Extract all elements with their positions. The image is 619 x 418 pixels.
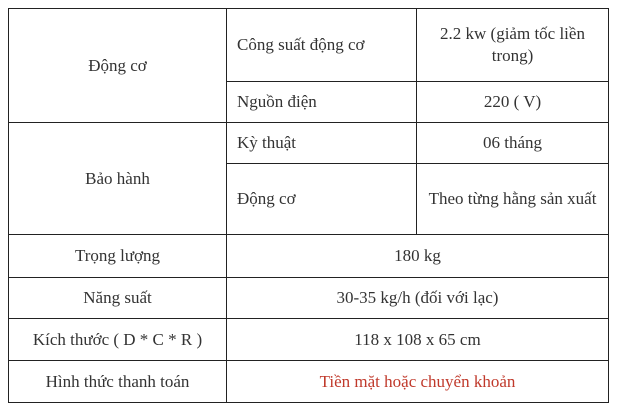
spec-label-ky-thuat: Kỳ thuật xyxy=(227,123,417,164)
group-label-dong-co: Động cơ xyxy=(9,9,227,123)
spec-label-kich-thuoc: Kích thước ( D * C * R ) xyxy=(9,319,227,361)
spec-label-nang-suat: Năng suất xyxy=(9,278,227,319)
spec-value-nguon-dien: 220 ( V) xyxy=(417,82,609,123)
spec-table xyxy=(8,8,609,403)
spec-value-cong-suat: 2.2 kw (giảm tốc liền trong) xyxy=(417,9,609,82)
table-row xyxy=(9,278,609,319)
spec-value-ky-thuat: 06 tháng xyxy=(417,123,609,164)
spec-value-thanh-toan: Tiền mặt hoặc chuyển khoản xyxy=(227,361,609,403)
spec-label-thanh-toan: Hình thức thanh toán xyxy=(9,361,227,403)
group-label-bao-hanh: Bảo hành xyxy=(9,123,227,235)
table-row xyxy=(9,319,609,361)
spec-label-bao-hanh-dong-co: Động cơ xyxy=(227,164,417,235)
spec-value-trong-luong: 180 kg xyxy=(227,235,609,278)
spec-value-kich-thuoc: 118 x 108 x 65 cm xyxy=(227,319,609,361)
table-row xyxy=(9,123,609,164)
spec-value-nang-suat: 30-35 kg/h (đối với lạc) xyxy=(227,278,609,319)
spec-label-trong-luong: Trọng lượng xyxy=(9,235,227,278)
table-row xyxy=(9,9,609,82)
spec-label-cong-suat: Công suất động cơ xyxy=(227,9,417,82)
table-row xyxy=(9,361,609,403)
spec-label-nguon-dien: Nguồn điện xyxy=(227,82,417,123)
table-row xyxy=(9,235,609,278)
spec-value-bao-hanh-dong-co: Theo từng hằng sản xuất xyxy=(417,164,609,235)
